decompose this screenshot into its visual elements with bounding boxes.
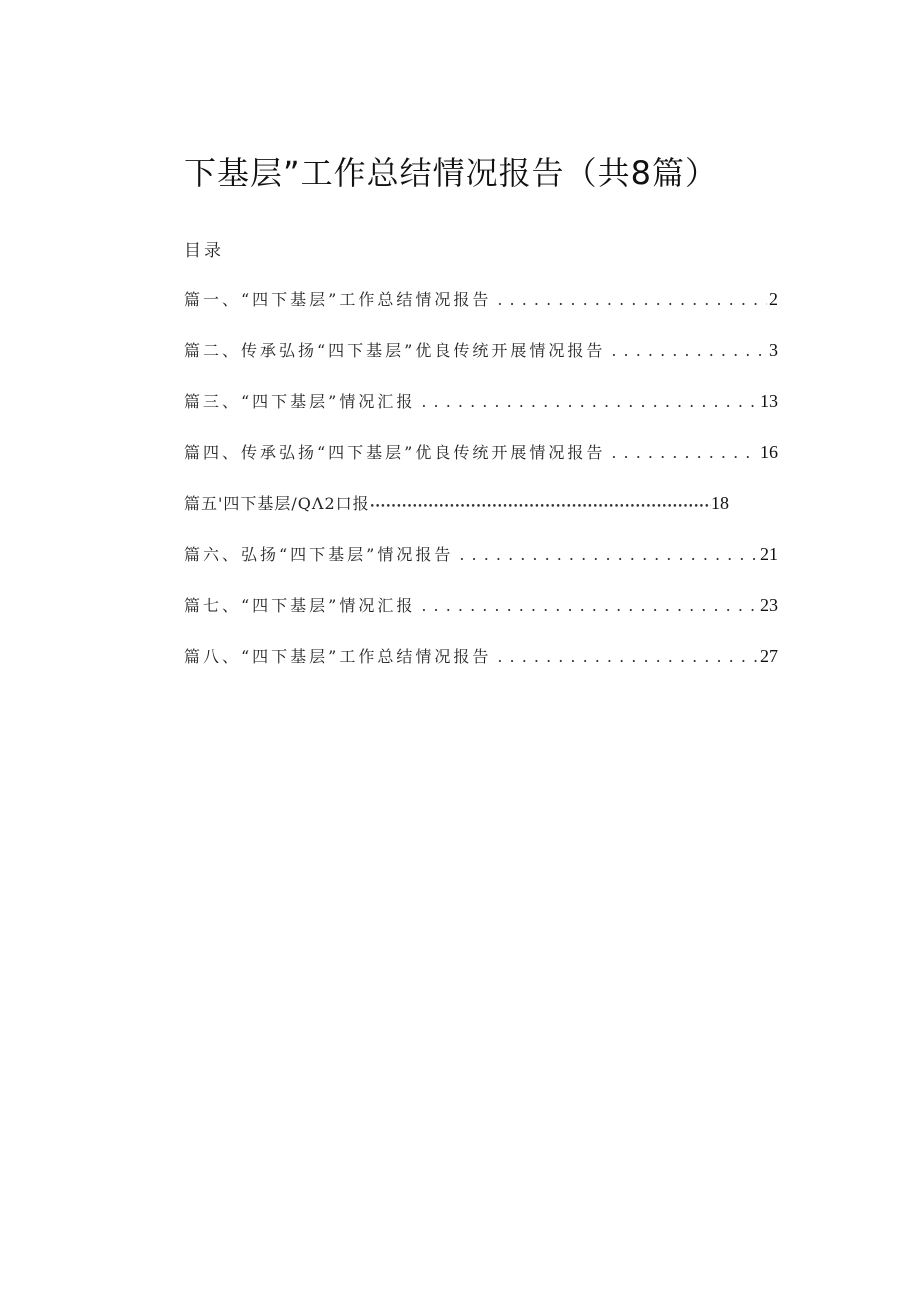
toc-page-number: 2 (769, 289, 778, 309)
document-title: 下基层”工作总结情况报告（共8篇） (184, 154, 718, 192)
toc-heading: 目录 (184, 241, 224, 261)
toc-entry-label: 篇五'四下基层/QΛ2口报 (184, 494, 370, 513)
toc-page-number: 23 (760, 595, 778, 615)
toc-page-number: 18 (711, 493, 729, 513)
toc-entry-label: 篇二、传承弘扬“四下基层”优良传统开展情况报告 (184, 341, 606, 360)
toc-entry-8[interactable] (184, 644, 778, 695)
toc-entry-label: 篇七、“四下基层”情况汇报 (184, 596, 416, 615)
dot-leader (421, 596, 758, 615)
dot-leader (497, 647, 758, 666)
toc-page-number: 21 (760, 544, 778, 564)
toc-page-number: 13 (760, 391, 778, 411)
dot-leader (459, 545, 758, 564)
dot-leader (421, 392, 758, 411)
toc-entry-7[interactable] (184, 593, 778, 644)
toc-entry-label: 篇一、“四下基层”工作总结情况报告 (184, 290, 492, 309)
toc-entry-6[interactable] (184, 542, 778, 593)
dot-leader (497, 290, 767, 309)
toc-page-number: 3 (769, 340, 778, 360)
toc-page-number: 16 (760, 442, 778, 462)
toc-entry-label: 篇六、弘扬“四下基层”情况报告 (184, 545, 454, 564)
toc-entry-5[interactable] (184, 491, 729, 542)
toc-entry-2[interactable] (184, 338, 778, 389)
toc-entry-label: 篇三、“四下基层”情况汇报 (184, 392, 416, 411)
toc-page-number: 27 (760, 646, 778, 666)
dot-leader (611, 341, 767, 360)
toc-entry-1[interactable] (184, 287, 778, 338)
dot-leader (611, 443, 758, 462)
dot-leader (370, 494, 711, 513)
table-of-contents (184, 287, 778, 695)
toc-entry-label: 篇八、“四下基层”工作总结情况报告 (184, 647, 492, 666)
toc-entry-4[interactable] (184, 440, 778, 491)
toc-entry-3[interactable] (184, 389, 778, 440)
toc-entry-label: 篇四、传承弘扬“四下基层”优良传统开展情况报告 (184, 443, 606, 462)
